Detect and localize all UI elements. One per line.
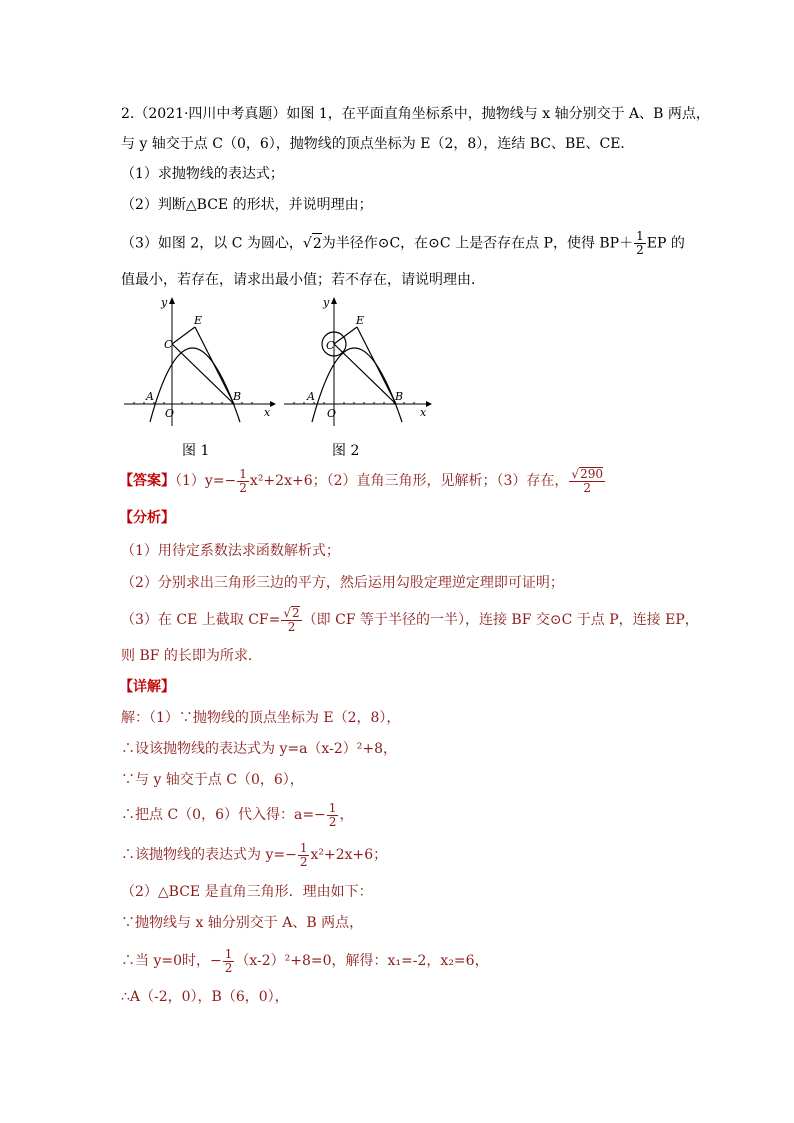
figure-2 bbox=[280, 294, 440, 434]
analysis-line-4: 则 BF 的长即为所求． bbox=[121, 648, 262, 664]
figure-1 bbox=[120, 294, 280, 434]
label-a: A bbox=[307, 390, 315, 403]
detail-5-den: 2 bbox=[299, 854, 308, 869]
detail-line-6: （2）△BCE 是直角三角形．理由如下： bbox=[121, 884, 373, 900]
figure-1-caption: 图 1 bbox=[182, 443, 210, 459]
analysis-line-1: （1）用待定系数法求函数解析式； bbox=[121, 543, 340, 559]
y-axis-arrow bbox=[169, 297, 175, 304]
answer-3-num: √290 bbox=[571, 467, 603, 481]
detail-line-2: ∴设该抛物线的表达式为 y=a（x-2）²+8， bbox=[121, 741, 397, 757]
answer-3-den: 2 bbox=[583, 481, 592, 495]
question-3 bbox=[121, 230, 685, 257]
figure-2-caption: 图 2 bbox=[332, 443, 360, 459]
detail-line-5 bbox=[121, 840, 387, 870]
question-1: （1）求抛物线的表达式； bbox=[121, 166, 284, 182]
label-b: B bbox=[233, 390, 242, 403]
y-axis-arrow bbox=[331, 297, 337, 304]
question-2: （2）判断△BCE 的形状，并说明理由； bbox=[121, 197, 373, 213]
detail-line-3: ∵与 y 轴交于点 C（0，6）， bbox=[121, 772, 304, 788]
detail-8-a: ∴当 y=0时，− bbox=[121, 953, 222, 969]
label-x: x bbox=[420, 406, 427, 419]
x-axis-arrow bbox=[426, 401, 432, 407]
answer-part-1: （1）y=− bbox=[175, 473, 237, 489]
q3-frac-num: 1 bbox=[636, 229, 644, 243]
detail-4-den: 2 bbox=[328, 814, 337, 829]
analysis-line-3 bbox=[121, 606, 699, 634]
label-b: B bbox=[395, 390, 404, 403]
detail-5-fraction bbox=[298, 842, 310, 869]
detail-4-b: ， bbox=[339, 807, 354, 823]
detail-line-1: 解：（1）∵抛物线的顶点坐标为 E（2，8）， bbox=[121, 710, 401, 726]
segment-bc bbox=[172, 344, 234, 404]
segment-bc bbox=[334, 344, 396, 404]
cf-fraction bbox=[281, 606, 301, 634]
cf-den: 2 bbox=[287, 620, 296, 634]
answer-fraction bbox=[237, 468, 249, 495]
analysis-3-a: （3）在 CE 上截取 CF= bbox=[121, 612, 281, 628]
detail-5-b: x²+2x+6； bbox=[310, 847, 388, 863]
x-axis-arrow bbox=[270, 401, 276, 407]
answer-3-fraction bbox=[569, 467, 605, 495]
detail-5-a: ∴该抛物线的表达式为 y=− bbox=[121, 847, 297, 863]
problem-line-1: 2.（2021·四川中考真题）如图 1，在平面直角坐标系中，抛物线与 x 轴分别交于 A、B 两点， bbox=[121, 106, 710, 122]
segment-be bbox=[195, 327, 234, 404]
answer-3-sqrt: 290 bbox=[580, 467, 603, 481]
detail-line-4 bbox=[121, 800, 353, 830]
detail-line-7: ∵抛物线与 x 轴分别交于 A、B 两点， bbox=[121, 915, 364, 931]
detail-8-num: 1 bbox=[224, 946, 233, 961]
analysis-tag: 【分析】 bbox=[119, 510, 175, 526]
detail-line-8 bbox=[121, 946, 489, 976]
cf-num: √2 bbox=[283, 606, 300, 620]
segment-be bbox=[357, 327, 396, 404]
detail-8-fraction bbox=[223, 948, 235, 975]
parabola bbox=[312, 348, 402, 422]
answer-frac-num: 1 bbox=[239, 466, 247, 481]
q3-text-b: 为半径作⊙C，在⊙C 上是否存在点 P，使得 BP＋ bbox=[321, 235, 634, 252]
label-y: y bbox=[323, 296, 330, 309]
answer-frac-den: 2 bbox=[239, 480, 247, 495]
detail-8-den: 2 bbox=[224, 960, 233, 975]
detail-tag: 【详解】 bbox=[119, 679, 175, 695]
detail-4-a: ∴把点 C（0，6）代入得：a=− bbox=[121, 807, 326, 823]
cf-sqrt: 2 bbox=[292, 606, 300, 620]
q3-frac-den: 2 bbox=[636, 243, 644, 257]
label-e: E bbox=[356, 314, 365, 327]
sqrt-sign: √ bbox=[302, 235, 312, 252]
detail-line-9: ∴A（-2，0），B（6，0）， bbox=[121, 989, 289, 1005]
parabola bbox=[150, 348, 240, 422]
question-3-line-2: 值最小，若存在，请求出最小值；若不存在，请说明理由． bbox=[121, 272, 485, 288]
detail-4-fraction bbox=[327, 802, 339, 829]
answer-line bbox=[119, 466, 606, 496]
label-e: E bbox=[194, 314, 203, 327]
label-y: y bbox=[161, 296, 168, 309]
q3-sqrt-value: 2 bbox=[312, 233, 322, 254]
label-c: C bbox=[164, 338, 173, 351]
detail-4-num: 1 bbox=[328, 800, 337, 815]
answer-part-2: x²+2x+6；（2）直角三角形，见解析；（3）存在， bbox=[249, 473, 569, 489]
q3-text-a: （3）如图 2，以 C 为圆心， bbox=[121, 235, 303, 252]
answer-tag: 【答案】 bbox=[119, 473, 175, 489]
segment-ce bbox=[172, 327, 195, 344]
label-o: O bbox=[327, 407, 337, 420]
label-a: A bbox=[146, 390, 154, 403]
label-c: C bbox=[326, 339, 335, 352]
q3-fraction bbox=[634, 230, 646, 257]
q3-text-c: EP 的 bbox=[646, 235, 685, 252]
problem-line-2: 与 y 轴交于点 C（0，6），抛物线的顶点坐标为 E（2，8），连结 BC、BE、CE． bbox=[121, 136, 635, 152]
label-o: O bbox=[165, 407, 175, 420]
analysis-line-2: （2）分别求出三角形三边的平方，然后运用勾股定理逆定理即可证明； bbox=[121, 575, 564, 591]
detail-5-num: 1 bbox=[299, 840, 308, 855]
label-x: x bbox=[264, 406, 271, 419]
analysis-3-b: （即 CF 等于半径的一半），连接 BF 交⊙C 于点 P，连接 EP， bbox=[302, 612, 699, 628]
detail-8-b: （x-2）²+8=0，解得：x₁=-2，x₂=6， bbox=[235, 953, 489, 969]
